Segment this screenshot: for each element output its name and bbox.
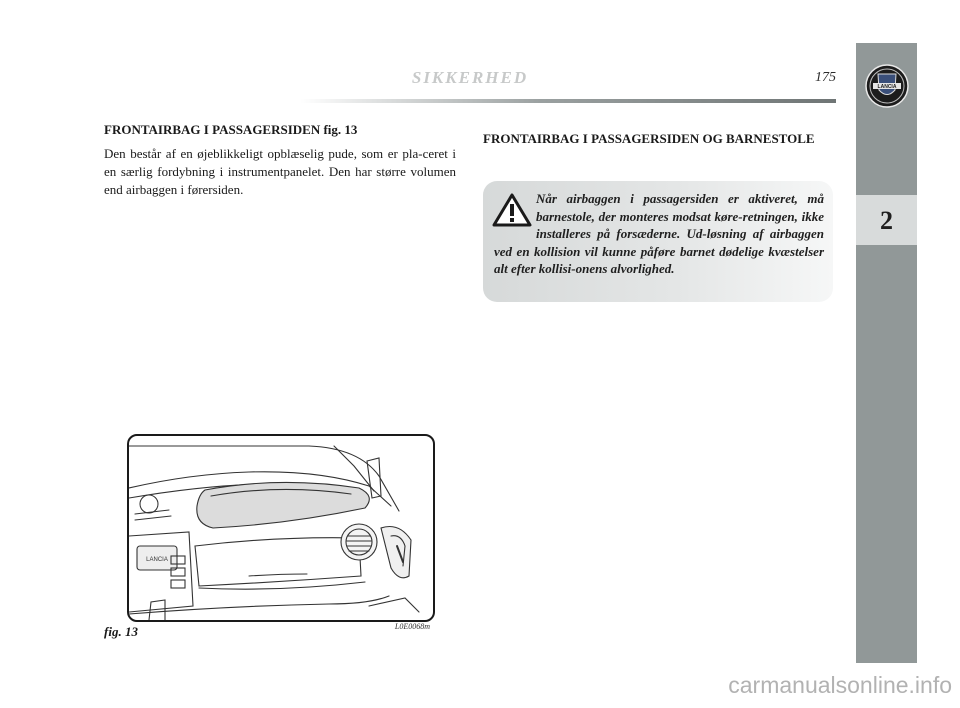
dashboard-illustration (129, 436, 433, 620)
child-seat-section-heading: FRONTAIRBAG I PASSAGERSIDEN OG BARNESTOLE (483, 131, 815, 146)
lancia-logo-icon (864, 63, 910, 109)
page-number: 175 (815, 70, 836, 85)
passenger-airbag-figure (127, 434, 435, 622)
airbag-section-heading: FRONTAIRBAG I PASSAGERSIDEN fig. 13 (104, 122, 358, 137)
radio-logo-text: LANCIA (146, 557, 168, 563)
chapter-side-tab (856, 43, 917, 663)
page-section-title: SIKKERHED (411, 68, 529, 87)
logo-wordmark: LANCIA (877, 84, 897, 90)
chapter-number: 2 (880, 206, 893, 235)
site-watermark: carmanualsonline.info (728, 672, 952, 698)
left-column (104, 122, 456, 199)
figure-caption: fig. 13 (104, 624, 138, 639)
header-divider (300, 99, 836, 103)
warning-text-block (494, 190, 824, 278)
figure-reference-code: L0E0068m (394, 622, 430, 631)
warning-message: Når airbaggen i passagersiden er aktiveret, må barnestole, der monteres modsat køre-retningen, ikke installeres på forsæderne. Ud-løsning af airbaggen ved en kollision vil kunne påføre barnet dødelige kvæstelser alt efter kollisi-onens alvorlighed. (494, 191, 824, 276)
right-column (483, 131, 833, 154)
airbag-description: Den består af en øjeblikkeligt opblæselig pude, som er pla-ceret i en særlig fordybning i instrumentpanelet. Den har større volumen end airbaggen i førersiden. (104, 146, 456, 197)
